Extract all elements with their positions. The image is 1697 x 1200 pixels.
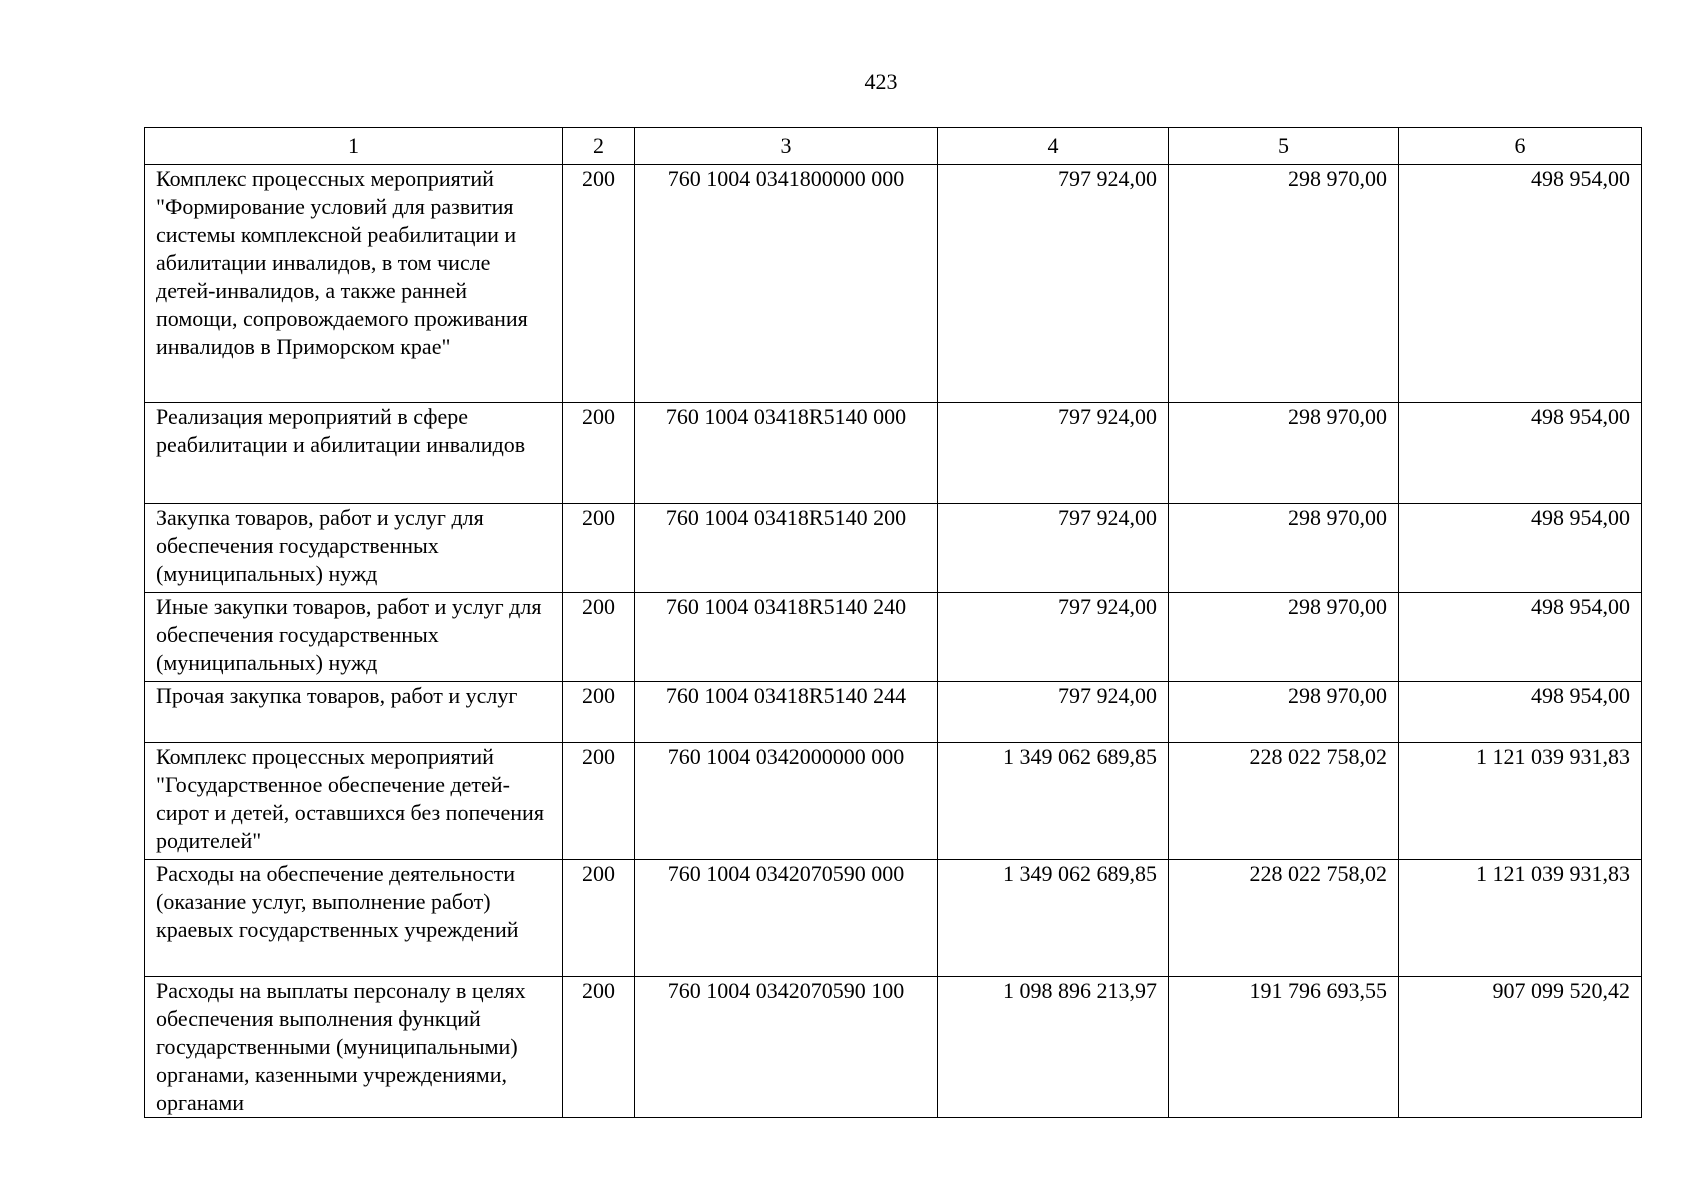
row-col4: 1 349 062 689,85 xyxy=(938,860,1169,977)
row-name: Реализация мероприятий в сфере реабилитации и абилитации инвалидов xyxy=(145,403,563,504)
row-code: 760 1004 0341800000 000 xyxy=(635,165,938,403)
row-col5: 191 796 693,55 xyxy=(1169,977,1399,1118)
table-row xyxy=(145,860,1642,977)
row-col6: 498 954,00 xyxy=(1399,682,1642,743)
page-number: 423 xyxy=(864,69,898,94)
table-row xyxy=(145,743,1642,860)
row-col6: 498 954,00 xyxy=(1399,504,1642,593)
row-code: 760 1004 0342070590 000 xyxy=(635,860,938,977)
row-name: Прочая закупка товаров, работ и услуг xyxy=(145,682,563,743)
row-col4: 797 924,00 xyxy=(938,403,1169,504)
row-col4: 1 349 062 689,85 xyxy=(938,743,1169,860)
row-col2: 200 xyxy=(563,504,635,593)
budget-table xyxy=(144,127,1642,1118)
header-col-4: 4 xyxy=(938,128,1169,165)
header-col-3: 3 xyxy=(635,128,938,165)
row-col4: 797 924,00 xyxy=(938,165,1169,403)
row-col5: 298 970,00 xyxy=(1169,403,1399,504)
header-col-2: 2 xyxy=(563,128,635,165)
row-col6: 498 954,00 xyxy=(1399,165,1642,403)
row-col5: 298 970,00 xyxy=(1169,682,1399,743)
row-code: 760 1004 03418R5140 244 xyxy=(635,682,938,743)
row-col5: 298 970,00 xyxy=(1169,504,1399,593)
table-row xyxy=(145,682,1642,743)
table-row xyxy=(145,593,1642,682)
row-col5: 228 022 758,02 xyxy=(1169,860,1399,977)
row-col4: 797 924,00 xyxy=(938,504,1169,593)
row-col4: 797 924,00 xyxy=(938,682,1169,743)
row-col2: 200 xyxy=(563,682,635,743)
header-col-5: 5 xyxy=(1169,128,1399,165)
row-col4: 1 098 896 213,97 xyxy=(938,977,1169,1118)
row-col6: 498 954,00 xyxy=(1399,593,1642,682)
header-col-6: 6 xyxy=(1399,128,1642,165)
row-col5: 298 970,00 xyxy=(1169,165,1399,403)
row-name: Расходы на обеспечение деятельности (оказание услуг, выполнение работ) краевых государственных учреждений xyxy=(145,860,563,977)
row-col4: 797 924,00 xyxy=(938,593,1169,682)
table-row xyxy=(145,403,1642,504)
row-name: Комплекс процессных мероприятий "Формирование условий для развития системы комплексной реабилитации и абилитации инвалидов, в том числе детей-инвалидов, а также ранней помощи, сопровождаемого проживания инвалидов в Приморском крае" xyxy=(145,165,563,403)
row-col5: 298 970,00 xyxy=(1169,593,1399,682)
header-col-1: 1 xyxy=(145,128,563,165)
row-col6: 498 954,00 xyxy=(1399,403,1642,504)
row-col6: 907 099 520,42 xyxy=(1399,977,1642,1118)
table-row xyxy=(145,977,1642,1118)
row-col2: 200 xyxy=(563,165,635,403)
row-name: Закупка товаров, работ и услуг для обеспечения государственных (муниципальных) нужд xyxy=(145,504,563,593)
row-name: Иные закупки товаров, работ и услуг для обеспечения государственных (муниципальных) нужд xyxy=(145,593,563,682)
row-code: 760 1004 0342000000 000 xyxy=(635,743,938,860)
row-col2: 200 xyxy=(563,860,635,977)
row-col2: 200 xyxy=(563,403,635,504)
row-code: 760 1004 03418R5140 240 xyxy=(635,593,938,682)
row-col2: 200 xyxy=(563,977,635,1118)
row-col6: 1 121 039 931,83 xyxy=(1399,860,1642,977)
row-code: 760 1004 03418R5140 200 xyxy=(635,504,938,593)
row-col6: 1 121 039 931,83 xyxy=(1399,743,1642,860)
row-col2: 200 xyxy=(563,593,635,682)
header-row xyxy=(145,128,1642,165)
row-name: Расходы на выплаты персоналу в целях обеспечения выполнения функций государственными (муниципальными) органами, казенными учреждениями, органами xyxy=(145,977,563,1118)
row-col2: 200 xyxy=(563,743,635,860)
row-code: 760 1004 0342070590 100 xyxy=(635,977,938,1118)
row-col5: 228 022 758,02 xyxy=(1169,743,1399,860)
table-row xyxy=(145,504,1642,593)
row-name: Комплекс процессных мероприятий "Государственное обеспечение детей-сирот и детей, оставшихся без попечения родителей" xyxy=(145,743,563,860)
row-code: 760 1004 03418R5140 000 xyxy=(635,403,938,504)
table-row xyxy=(145,165,1642,403)
